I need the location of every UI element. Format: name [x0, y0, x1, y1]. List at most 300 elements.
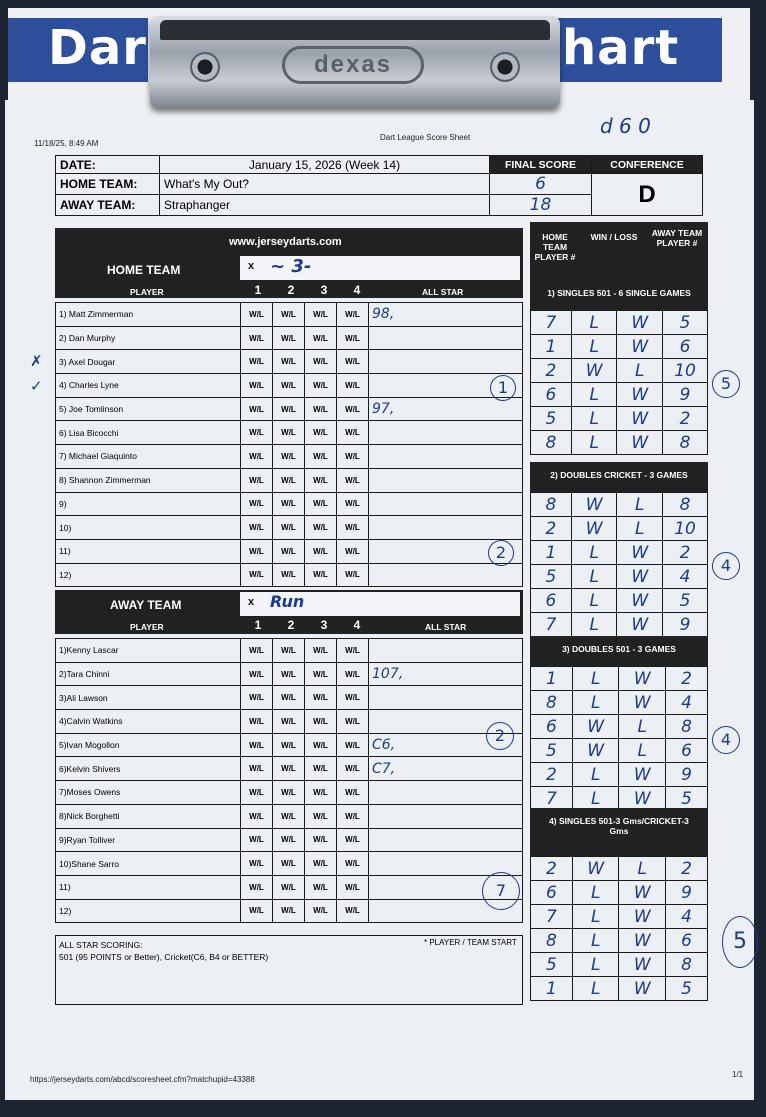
player-row: [56, 468, 523, 492]
allstar-scoring-title: ALL STAR SCORING:: [59, 940, 143, 950]
win-loss-cell[interactable]: W/L: [337, 468, 369, 492]
win-loss-cell[interactable]: W/L: [241, 875, 273, 899]
win-loss-cell[interactable]: W/L: [241, 326, 273, 350]
home-final-score: 6: [490, 174, 592, 195]
away-player-number[interactable]: 9: [666, 763, 708, 787]
away-win-loss[interactable]: W: [619, 881, 666, 905]
away-player-number[interactable]: 5: [663, 589, 708, 613]
home-player-number[interactable]: 2: [531, 763, 573, 787]
away-win-loss[interactable]: W: [619, 905, 666, 929]
away-win-loss[interactable]: W: [619, 929, 666, 953]
home-team-header: [55, 228, 523, 298]
player-row: [56, 686, 523, 710]
win-loss-cell[interactable]: W/L: [241, 686, 273, 710]
win-loss-cell[interactable]: W/L: [337, 852, 369, 876]
printed-timestamp: 11/18/25, 8:49 AM: [34, 139, 99, 148]
win-loss-cell[interactable]: W/L: [305, 516, 337, 540]
away-captain-signature: [240, 592, 520, 616]
away-win-loss[interactable]: W: [617, 311, 663, 335]
win-loss-cell[interactable]: W/L: [241, 516, 273, 540]
game-result-row: [531, 541, 708, 565]
win-loss-cell[interactable]: W/L: [305, 350, 337, 374]
win-loss-cell[interactable]: W/L: [305, 563, 337, 587]
match-date: January 15, 2026 (Week 14): [160, 156, 490, 174]
win-loss-cell[interactable]: W/L: [273, 539, 305, 563]
away-win-loss[interactable]: W: [617, 407, 663, 431]
away-player-number[interactable]: 2: [666, 857, 708, 881]
home-player-number[interactable]: 2: [531, 517, 572, 541]
home-win-loss[interactable]: L: [571, 335, 617, 359]
player-name: 12): [56, 563, 241, 587]
away-player-number[interactable]: 4: [666, 905, 708, 929]
win-loss-cell[interactable]: W/L: [241, 757, 273, 781]
win-loss-cell[interactable]: W/L: [337, 899, 369, 923]
home-win-loss[interactable]: L: [571, 311, 617, 335]
win-loss-cell[interactable]: W/L: [305, 326, 337, 350]
game-column-2: 2: [287, 618, 295, 632]
allstar-cell[interactable]: [369, 828, 523, 852]
player-row: [56, 639, 523, 663]
home-win-loss[interactable]: L: [572, 953, 619, 977]
signature-text: Run: [270, 592, 305, 611]
home-win-loss[interactable]: L: [572, 763, 619, 787]
player-name: 1) Matt Zimmerman: [56, 303, 241, 327]
away-player-number[interactable]: 5: [666, 977, 708, 1001]
away-win-loss[interactable]: W: [619, 691, 666, 715]
results-win-loss-col: WIN / LOSS: [590, 232, 638, 242]
win-loss-cell[interactable]: W/L: [273, 852, 305, 876]
player-row: [56, 421, 523, 445]
win-loss-cell[interactable]: W/L: [241, 828, 273, 852]
player-name: 1)Kenny Lascar: [56, 639, 241, 663]
win-loss-cell[interactable]: W/L: [305, 710, 337, 734]
home-win-loss[interactable]: L: [572, 691, 619, 715]
win-loss-cell[interactable]: W/L: [273, 781, 305, 805]
win-loss-cell[interactable]: W/L: [337, 421, 369, 445]
player-row: [56, 757, 523, 781]
away-player-number[interactable]: 4: [666, 691, 708, 715]
results-header: [530, 222, 708, 280]
win-loss-cell[interactable]: W/L: [337, 350, 369, 374]
allstar-cell[interactable]: [369, 804, 523, 828]
clip-rivet-left: [190, 52, 220, 82]
win-loss-cell[interactable]: W/L: [241, 350, 273, 374]
game-column-2: 2: [287, 283, 295, 297]
away-win-loss[interactable]: L: [617, 359, 663, 383]
away-player-number[interactable]: 10: [663, 359, 708, 383]
win-loss-cell[interactable]: W/L: [337, 303, 369, 327]
home-player-number[interactable]: 2: [531, 359, 572, 383]
home-win-loss[interactable]: W: [572, 857, 619, 881]
home-player-number[interactable]: 1: [531, 977, 573, 1001]
win-loss-cell[interactable]: W/L: [305, 492, 337, 516]
away-margin-total-bottom: 7: [482, 872, 520, 910]
away-win-loss[interactable]: W: [619, 787, 666, 811]
home-player-number[interactable]: 8: [531, 691, 573, 715]
home-win-loss[interactable]: W: [571, 493, 617, 517]
win-loss-cell[interactable]: W/L: [241, 539, 273, 563]
allstar-cell[interactable]: 107,: [369, 662, 523, 686]
win-loss-cell[interactable]: W/L: [273, 875, 305, 899]
allstar-cell[interactable]: [369, 516, 523, 540]
allstar-scoring-rules: 501 (95 POINTS or Better), Cricket(C6, B4 or BETTER): [59, 952, 269, 962]
win-loss-cell[interactable]: W/L: [273, 662, 305, 686]
home-player-number[interactable]: 7: [531, 311, 572, 335]
game-results-table: [530, 310, 708, 455]
player-row: [56, 563, 523, 587]
away-team-header: [55, 590, 523, 634]
sheet-title: Dart League Score Sheet: [380, 133, 471, 142]
away-win-loss[interactable]: W: [619, 763, 666, 787]
game-result-row: [531, 565, 708, 589]
win-loss-cell[interactable]: W/L: [305, 828, 337, 852]
win-loss-cell[interactable]: W/L: [305, 303, 337, 327]
player-name: 2) Dan Murphy: [56, 326, 241, 350]
win-loss-cell[interactable]: W/L: [273, 828, 305, 852]
game-section-title: 1) SINGLES 501 - 6 SINGLE GAMES: [530, 280, 708, 310]
home-player-number[interactable]: 8: [531, 929, 573, 953]
date-label: DATE:: [56, 156, 160, 174]
game-result-row: [531, 335, 708, 359]
win-loss-cell[interactable]: W/L: [273, 374, 305, 398]
win-loss-cell[interactable]: W/L: [305, 875, 337, 899]
win-loss-cell[interactable]: W/L: [337, 686, 369, 710]
away-win-loss[interactable]: W: [617, 335, 663, 359]
away-player-number[interactable]: 6: [666, 929, 708, 953]
win-loss-cell[interactable]: W/L: [305, 397, 337, 421]
allstar-cell[interactable]: [369, 639, 523, 663]
corner-handwriting: d 6 0: [600, 114, 651, 138]
win-loss-cell[interactable]: W/L: [273, 733, 305, 757]
home-player-number[interactable]: 6: [531, 589, 572, 613]
home-player-number[interactable]: 7: [531, 787, 573, 811]
allstar-footer-box: [55, 935, 523, 1005]
player-name: 11): [56, 875, 241, 899]
win-loss-cell[interactable]: W/L: [241, 421, 273, 445]
win-loss-cell[interactable]: W/L: [241, 374, 273, 398]
win-loss-cell[interactable]: W/L: [273, 563, 305, 587]
away-win-loss[interactable]: W: [619, 667, 666, 691]
game-result-row: [531, 763, 708, 787]
win-loss-cell[interactable]: W/L: [337, 492, 369, 516]
win-loss-cell[interactable]: W/L: [273, 326, 305, 350]
home-win-loss[interactable]: L: [572, 977, 619, 1001]
win-loss-cell[interactable]: W/L: [241, 445, 273, 469]
away-win-loss[interactable]: L: [619, 739, 666, 763]
home-player-number[interactable]: 6: [531, 881, 573, 905]
final-score-label: FINAL SCORE: [490, 156, 592, 174]
allstar-cell[interactable]: C7,: [369, 757, 523, 781]
game-result-row: [531, 359, 708, 383]
win-loss-cell[interactable]: W/L: [273, 445, 305, 469]
win-loss-cell[interactable]: W/L: [273, 303, 305, 327]
game-section-total: 4: [712, 726, 740, 754]
home-team-section-label: HOME TEAM: [107, 263, 181, 277]
win-loss-cell[interactable]: W/L: [241, 492, 273, 516]
home-player-number[interactable]: 6: [531, 715, 573, 739]
win-loss-cell[interactable]: W/L: [273, 686, 305, 710]
home-win-loss[interactable]: L: [571, 541, 617, 565]
home-win-loss[interactable]: L: [572, 881, 619, 905]
win-loss-cell[interactable]: W/L: [273, 710, 305, 734]
home-win-loss[interactable]: L: [571, 383, 617, 407]
signature-text: ~ 3-: [270, 256, 312, 277]
allstar-cell[interactable]: [369, 492, 523, 516]
home-team-name: What's My Out?: [160, 174, 490, 195]
win-loss-cell[interactable]: W/L: [305, 781, 337, 805]
away-win-loss[interactable]: W: [617, 431, 663, 455]
away-win-loss[interactable]: L: [619, 857, 666, 881]
home-col-allstar: ALL STAR: [422, 287, 464, 297]
player-name: 7) Michael Giaquinto: [56, 445, 241, 469]
away-player-number[interactable]: 6: [666, 739, 708, 763]
win-loss-cell[interactable]: W/L: [337, 781, 369, 805]
allstar-cell[interactable]: [369, 445, 523, 469]
away-player-number[interactable]: 8: [663, 493, 708, 517]
away-margin-total-top: 2: [486, 722, 514, 750]
win-loss-cell[interactable]: W/L: [273, 899, 305, 923]
player-row: [56, 492, 523, 516]
win-loss-cell[interactable]: W/L: [337, 804, 369, 828]
win-loss-cell[interactable]: W/L: [305, 374, 337, 398]
player-name: 3) Axel Dougar: [56, 350, 241, 374]
clip-bar: [160, 20, 550, 40]
game-result-row: [531, 905, 708, 929]
home-win-loss[interactable]: L: [571, 565, 617, 589]
away-win-loss[interactable]: W: [617, 613, 663, 637]
clip-brand-logo: dexas: [282, 46, 424, 84]
away-player-number[interactable]: 10: [663, 517, 708, 541]
game-result-row: [531, 407, 708, 431]
game-result-row: [531, 613, 708, 637]
game-result-row: [531, 667, 708, 691]
win-loss-cell[interactable]: W/L: [273, 639, 305, 663]
player-name: 3)Ali Lawson: [56, 686, 241, 710]
conference-value: D: [592, 174, 703, 216]
win-loss-cell[interactable]: W/L: [273, 397, 305, 421]
away-player-number[interactable]: 8: [666, 715, 708, 739]
win-loss-cell[interactable]: W/L: [337, 563, 369, 587]
page-number: 1/1: [732, 1070, 744, 1079]
win-loss-cell[interactable]: W/L: [241, 563, 273, 587]
win-loss-cell[interactable]: W/L: [273, 350, 305, 374]
player-row: [56, 828, 523, 852]
home-win-loss[interactable]: W: [572, 739, 619, 763]
win-loss-cell[interactable]: W/L: [305, 757, 337, 781]
home-win-loss[interactable]: L: [572, 667, 619, 691]
home-win-loss[interactable]: L: [571, 613, 617, 637]
clipboard-clip: [150, 16, 560, 108]
away-win-loss[interactable]: L: [617, 517, 663, 541]
away-player-number[interactable]: 9: [666, 881, 708, 905]
allstar-cell[interactable]: [369, 326, 523, 350]
player-row: [56, 662, 523, 686]
away-player-number[interactable]: 2: [663, 407, 708, 431]
game-section-total: 5: [712, 370, 740, 398]
away-win-loss[interactable]: L: [617, 493, 663, 517]
home-player-number[interactable]: 1: [531, 541, 572, 565]
player-row: [56, 516, 523, 540]
win-loss-cell[interactable]: W/L: [305, 445, 337, 469]
player-name: 6)Kelvin Shivers: [56, 757, 241, 781]
win-loss-cell[interactable]: W/L: [337, 757, 369, 781]
allstar-cell[interactable]: [369, 686, 523, 710]
away-player-number[interactable]: 2: [666, 667, 708, 691]
margin-check-mark: ✓: [30, 377, 43, 395]
win-loss-cell[interactable]: W/L: [273, 468, 305, 492]
away-col-allstar: ALL STAR: [425, 622, 467, 632]
win-loss-cell[interactable]: W/L: [337, 733, 369, 757]
website-label: www.jerseydarts.com: [229, 236, 342, 248]
player-row: [56, 899, 523, 923]
game-column-4: 4: [353, 618, 361, 632]
allstar-cell[interactable]: [369, 468, 523, 492]
home-win-loss[interactable]: W: [571, 359, 617, 383]
win-loss-cell[interactable]: W/L: [305, 639, 337, 663]
player-row: [56, 326, 523, 350]
allstar-cell[interactable]: C6,: [369, 733, 523, 757]
win-loss-cell[interactable]: W/L: [241, 733, 273, 757]
win-loss-cell[interactable]: W/L: [241, 781, 273, 805]
win-loss-cell[interactable]: W/L: [305, 686, 337, 710]
allstar-cell[interactable]: [369, 781, 523, 805]
win-loss-cell[interactable]: W/L: [337, 639, 369, 663]
away-player-number[interactable]: 4: [663, 565, 708, 589]
win-loss-cell[interactable]: W/L: [337, 828, 369, 852]
win-loss-cell[interactable]: W/L: [273, 492, 305, 516]
home-win-loss[interactable]: L: [571, 431, 617, 455]
player-name: 5)Ivan Mogollon: [56, 733, 241, 757]
home-captain-signature: [240, 256, 520, 280]
away-win-loss[interactable]: W: [617, 383, 663, 407]
win-loss-cell[interactable]: W/L: [337, 445, 369, 469]
game-result-row: [531, 977, 708, 1001]
win-loss-cell[interactable]: W/L: [241, 397, 273, 421]
player-name: 9): [56, 492, 241, 516]
win-loss-cell[interactable]: W/L: [273, 516, 305, 540]
away-win-loss[interactable]: W: [619, 953, 666, 977]
win-loss-cell[interactable]: W/L: [273, 804, 305, 828]
away-win-loss[interactable]: W: [617, 565, 663, 589]
conference-label: CONFERENCE: [592, 156, 703, 174]
away-player-number[interactable]: 5: [666, 787, 708, 811]
game-result-row: [531, 929, 708, 953]
away-player-number[interactable]: 9: [663, 613, 708, 637]
away-player-number[interactable]: 6: [663, 335, 708, 359]
home-player-number[interactable]: 2: [531, 857, 573, 881]
home-win-loss[interactable]: L: [572, 929, 619, 953]
win-loss-cell[interactable]: W/L: [305, 468, 337, 492]
away-win-loss[interactable]: W: [619, 977, 666, 1001]
win-loss-cell[interactable]: W/L: [241, 303, 273, 327]
allstar-cell[interactable]: [369, 563, 523, 587]
player-row: [56, 875, 523, 899]
win-loss-cell[interactable]: W/L: [305, 421, 337, 445]
win-loss-cell[interactable]: W/L: [337, 326, 369, 350]
away-player-number[interactable]: 8: [663, 431, 708, 455]
win-loss-cell[interactable]: W/L: [241, 710, 273, 734]
win-loss-cell[interactable]: W/L: [273, 757, 305, 781]
home-player-number[interactable]: 8: [531, 431, 572, 455]
home-win-loss[interactable]: L: [571, 589, 617, 613]
home-win-loss[interactable]: L: [572, 787, 619, 811]
game-section-total: 5: [722, 916, 758, 968]
win-loss-cell[interactable]: W/L: [305, 662, 337, 686]
game-result-row: [531, 787, 708, 811]
win-loss-cell[interactable]: W/L: [337, 710, 369, 734]
clip-rivet-right: [490, 52, 520, 82]
allstar-cell[interactable]: 98,: [369, 303, 523, 327]
win-loss-cell[interactable]: W/L: [241, 639, 273, 663]
home-player-number[interactable]: 7: [531, 613, 572, 637]
win-loss-cell[interactable]: W/L: [273, 421, 305, 445]
player-name: 10)Shane Sarro: [56, 852, 241, 876]
win-loss-cell[interactable]: W/L: [241, 662, 273, 686]
margin-check-mark: ✗: [30, 352, 43, 370]
win-loss-cell[interactable]: W/L: [305, 733, 337, 757]
home-win-loss[interactable]: L: [572, 905, 619, 929]
win-loss-cell[interactable]: W/L: [305, 899, 337, 923]
win-loss-cell[interactable]: W/L: [337, 662, 369, 686]
win-loss-cell[interactable]: W/L: [305, 539, 337, 563]
win-loss-cell[interactable]: W/L: [337, 875, 369, 899]
home-player-number[interactable]: 5: [531, 739, 573, 763]
win-loss-cell[interactable]: W/L: [241, 804, 273, 828]
home-player-number[interactable]: 6: [531, 383, 572, 407]
win-loss-cell[interactable]: W/L: [305, 804, 337, 828]
game-column-4: 4: [353, 283, 361, 297]
win-loss-cell[interactable]: W/L: [305, 852, 337, 876]
player-row: [56, 733, 523, 757]
win-loss-cell[interactable]: W/L: [337, 397, 369, 421]
win-loss-cell[interactable]: W/L: [337, 539, 369, 563]
home-player-number[interactable]: 5: [531, 407, 572, 431]
win-loss-cell[interactable]: W/L: [337, 516, 369, 540]
away-player-number[interactable]: 2: [663, 541, 708, 565]
home-player-number[interactable]: 5: [531, 565, 572, 589]
away-player-number[interactable]: 5: [663, 311, 708, 335]
home-win-loss[interactable]: W: [572, 715, 619, 739]
allstar-cell[interactable]: [369, 421, 523, 445]
game-result-row: [531, 691, 708, 715]
away-player-number[interactable]: 9: [663, 383, 708, 407]
game-section-total: 4: [712, 552, 740, 580]
away-team-label: AWAY TEAM:: [56, 195, 160, 216]
win-loss-cell[interactable]: W/L: [241, 899, 273, 923]
game-section-title: 3) DOUBLES 501 - 3 GAMES: [530, 636, 708, 666]
home-player-number[interactable]: 1: [531, 667, 573, 691]
win-loss-cell[interactable]: W/L: [337, 374, 369, 398]
away-win-loss[interactable]: W: [617, 589, 663, 613]
home-win-loss[interactable]: L: [571, 407, 617, 431]
away-win-loss[interactable]: L: [619, 715, 666, 739]
home-player-number[interactable]: 7: [531, 905, 573, 929]
home-player-number[interactable]: 1: [531, 335, 572, 359]
away-player-number[interactable]: 8: [666, 953, 708, 977]
home-player-number[interactable]: 5: [531, 953, 573, 977]
away-col-player: PLAYER: [130, 622, 164, 632]
home-player-number[interactable]: 8: [531, 493, 572, 517]
allstar-cell[interactable]: [369, 350, 523, 374]
player-row: [56, 852, 523, 876]
home-win-loss[interactable]: W: [571, 517, 617, 541]
player-name: 12): [56, 899, 241, 923]
win-loss-cell[interactable]: W/L: [241, 852, 273, 876]
win-loss-cell[interactable]: W/L: [241, 468, 273, 492]
allstar-cell[interactable]: 97,: [369, 397, 523, 421]
player-name: 6) Lisa Bicocchi: [56, 421, 241, 445]
away-win-loss[interactable]: W: [617, 541, 663, 565]
